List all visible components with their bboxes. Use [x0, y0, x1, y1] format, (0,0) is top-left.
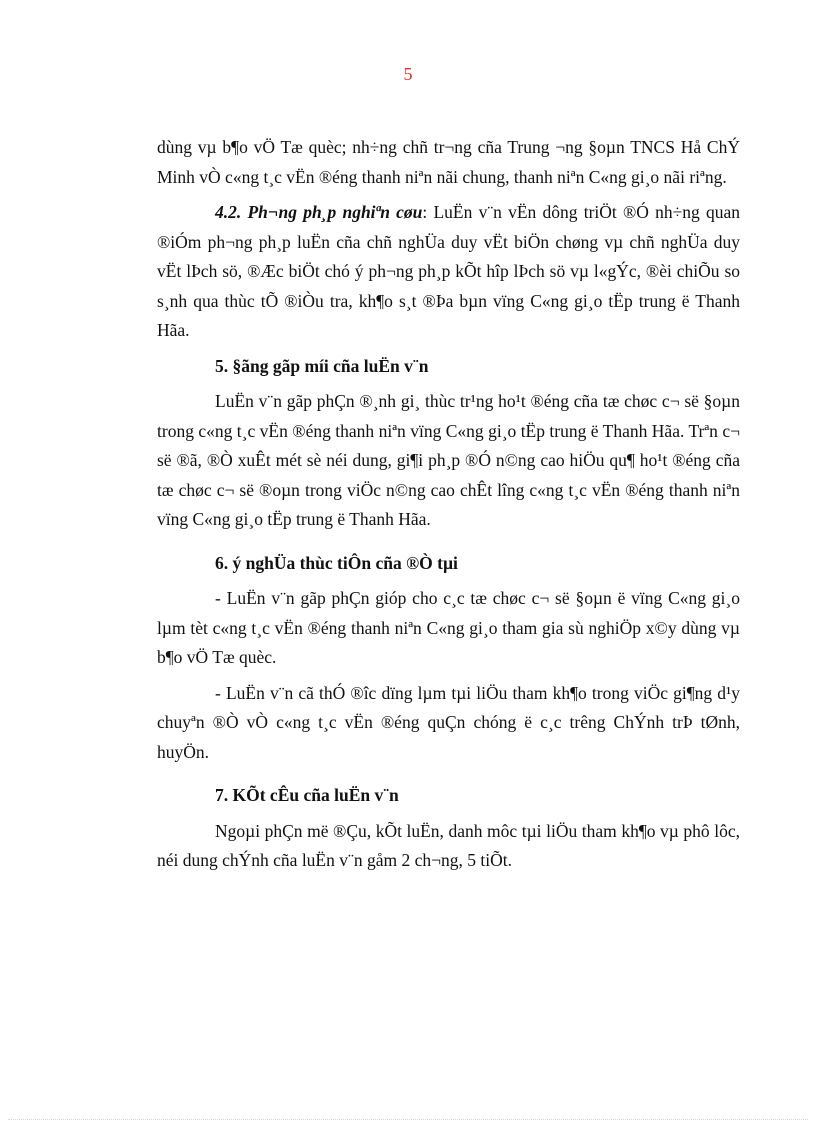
page-content [157, 133, 740, 876]
section-4-2-heading: 4.2. Ph¬ng ph¸p nghiªn cøu [215, 202, 423, 222]
paragraph-structure: Ngoµi phÇn më ®Çu, kÕt luËn, danh môc tµi liÖu tham kh¶o vµ phô lôc, néi dung chÝnh cña luËn v¨n gåm 2 ch¬ng, 5 tiÕt. [157, 820, 740, 870]
page-number: 5 [403, 64, 413, 84]
research-method-text: : LuËn v¨n vËn dông triÖt ®Ó nh÷ng quan ®iÓm ph¬ng ph¸p luËn cña chñ nghÜa duy vËt biÖn chøng vµ chñ nghÜa duy vËt lÞch sö, ®Æc biÖt chó ý ph¬ng ph¸p kÕt hîp lÞch sö vµ l«gÝc, ®èi chiÕu so s¸nh qua thùc tÕ ®iÒu tra, kh¶o s¸t ®Þa bµn vïng C«ng gi¸o tËp trung ë Thanh Hãa. [157, 202, 740, 340]
section-5-heading: 5. §ãng gãp míi cña luËn v¨n [215, 355, 429, 376]
paragraph-contributions: LuËn v¨n gãp phÇn ®¸nh gi¸ thùc tr¹ng ho¹t ®éng cña tæ chøc c¬ së §oµn trong c«ng t¸c vËn ®éng thanh niªn vïng C«ng gi¸o tËp trung ë Thanh Hãa. Trªn c¬ së ®ã, ®Ò xuÊt mét sè néi dung, gi¶i ph¸p ®Ó n©ng cao hiÖu qu¶ ho¹t ®éng cña tæ chøc c¬ së ®oµn trong viÖc n©ng cao chÊt lîng c«ng t¸c vËn ®éng thanh niªn vïng C«ng gi¸o tËp trung ë Thanh Hãa. [157, 391, 740, 529]
paragraph-significance-1: - LuËn v¨n gãp phÇn gióp cho c¸c tæ chøc c¬ së §oµn ë vïng C«ng gi¸o lµm tèt c«ng t¸c vËn ®éng thanh niªn C«ng gi¸o tham gia sù nghiÖp x©y dùng vµ b¶o vÖ Tæ quèc. [157, 588, 740, 667]
paragraph-significance-2: - LuËn v¨n cã thÓ ®îc dïng lµm tµi liÖu tham kh¶o trong viÖc gi¶ng d¹y chuyªn ®Ò vÒ c«ng t¸c vËn ®éng quÇn chóng ë c¸c trêng ChÝnh trÞ tØnh, huyÖn. [157, 682, 740, 762]
paragraph-continuation: dùng vµ b¶o vÖ Tæ quèc; nh÷ng chñ tr¬ng cña Trung ¬ng §oµn TNCS Hå ChÝ Minh vÒ c«ng t¸c vËn ®éng thanh niªn nãi chung, thanh niªn C«ng gi¸o nãi riªng. [157, 137, 740, 187]
page-bottom-rule [8, 1119, 808, 1120]
section-6-heading: 6. ý nghÜa thùc tiÔn cña ®Ò tµi [215, 552, 458, 573]
paragraph-research-method [157, 198, 740, 346]
section-7-heading: 7. KÕt cÊu cña luËn v¨n [215, 785, 399, 805]
